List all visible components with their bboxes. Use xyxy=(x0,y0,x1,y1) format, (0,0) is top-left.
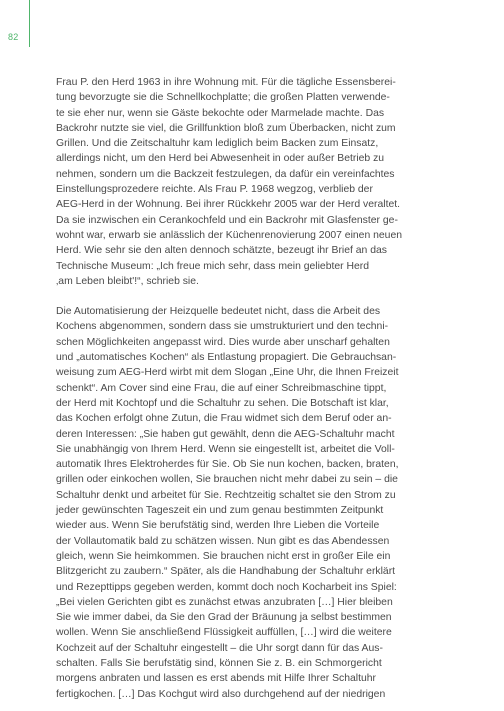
text-line: morgens anbraten und lassen es erst abends mit Hilfe Ihrer Schaltuhr xyxy=(56,673,376,685)
text-line: „Bei vielen Gerichten gibt es zunächst etwas anzubraten […] Hier bleiben xyxy=(56,596,393,608)
text-line: Technische Museum: „Ich freue mich sehr, dass mein geliebter Herd xyxy=(56,260,370,272)
text-line: ‚am Leben bleibt'!“, schrieb sie. xyxy=(56,275,199,287)
text-line: der Herd mit Kochtopf und die Schaltuhr zu sehen. Die Botschaft ist klar, xyxy=(56,397,389,409)
text-line: das Kochen erfolgt ohne Zutun, die Frau widmet sich dem Beruf oder an- xyxy=(56,413,392,425)
page-number: 82 xyxy=(8,32,19,42)
text-line: te sie eher nur, wenn sie Gäste bekochte oder Marmelade machte. Das xyxy=(56,107,385,119)
text-line: Blitzgericht zu zaubern.“ Später, als die Handhabung der Schaltuhr erklärt xyxy=(56,566,396,578)
text-line: Schaltuhr denkt und arbeitet für Sie. Rechtzeitig schaltet sie den Strom zu xyxy=(56,489,396,501)
text-line: Die Automatisierung der Heizquelle bedeutet nicht, dass die Arbeit des xyxy=(56,306,381,318)
text-line: wohnt war, erwarb sie anlässlich der Küchenrenovierung 2007 einen neuen xyxy=(56,229,403,241)
text-line: weisung zum AEG-Herd wirbt mit dem Slogan „Eine Uhr, die Ihnen Freizeit xyxy=(56,367,399,379)
text-line: Sie unabhängig von Ihrem Herd. Wenn sie eingestellt ist, arbeitet die Voll- xyxy=(56,443,395,455)
text-line: tung bevorzugte sie die Schnellkochplatte; die großen Platten verwende- xyxy=(56,92,390,104)
text-line: schen Möglichkeiten angepasst wird. Dies wurde aber unscharf gehalten xyxy=(56,336,390,348)
text-line: Backrohr nutzte sie viel, die Grillfunktion bloß zum Überbacken, nicht zum xyxy=(56,122,396,134)
text-line: Sie wie immer dabei, da Sie den Grad der Bräunung ja selbst bestimmen xyxy=(56,612,392,624)
text-line: fertigkochen. […] Das Kochgut wird also durchgehend auf der niedrigen xyxy=(56,688,386,700)
text-line: allerdings nicht, um den Herd bei Abwesenheit in oder außer Betrieb zu xyxy=(56,153,385,165)
text-line: deren Interessen: „Sie haben gut gewählt, denn die AEG-Schaltuhr macht xyxy=(56,428,395,440)
text-line: Einstellungsprozedere reichte. Als Frau P. 1968 wegzog, verblieb der xyxy=(56,184,373,196)
text-line: Kochzeit auf der Schaltuhr eingestellt – die Uhr sorgt dann für das Aus- xyxy=(56,642,383,654)
text-line: nehmen, sondern um die Backzeit festzulegen, da dafür ein vereinfachtes xyxy=(56,168,395,180)
text-line: gleich, wenn Sie heimkommen. Sie brauchen nicht erst in großer Eile ein xyxy=(56,550,391,562)
text-line: wollen. Wenn Sie anschließend Flüssigkeit auffüllen, […] wird die weitere xyxy=(56,627,392,639)
text-line: grillen oder einkochen wollen, Sie brauchen nicht mehr dabei zu sein – die xyxy=(56,474,398,486)
text-line: schenkt“. Am Cover sind eine Frau, die auf einer Schreibmaschine tippt, xyxy=(56,382,387,394)
text-line: und Rezepttipps gegeben werden, kommt doch noch Kocharbeit ins Spiel: xyxy=(56,581,397,593)
paragraph-2 xyxy=(56,304,476,702)
text-line: jeder gewünschten Tageszeit ein und zum genau bestimmten Zeitpunkt xyxy=(56,505,384,517)
text-line: Frau P. den Herd 1963 in ihre Wohnung mit. Für die tägliche Essensberei- xyxy=(56,77,396,88)
text-line: der Vollautomatik bald zu schätzen wissen. Nun gibt es das Abendessen xyxy=(56,535,390,547)
text-line: Da sie inzwischen ein Cerankochfeld und ein Backrohr mit Glasfenster ge- xyxy=(56,214,398,226)
paragraph-gap xyxy=(56,289,476,304)
paragraph-1 xyxy=(56,75,476,289)
text-line: schalten. Falls Sie berufstätig sind, können Sie z. B. ein Schmorgericht xyxy=(56,657,382,669)
body-text xyxy=(56,75,476,702)
text-line: Grillen. Und die Zeitschaltuhr kam lediglich beim Backen zum Einsatz, xyxy=(56,138,379,150)
text-line: automatik Ihres Elektroherdes für Sie. Ob Sie nun kochen, backen, braten, xyxy=(56,459,399,471)
text-line: wieder aus. Wenn Sie berufstätig sind, werden Ihre Lieben die Vorteile xyxy=(56,520,380,532)
text-line: Kochens abgenommen, sondern dass sie umstrukturiert und den techni- xyxy=(56,321,389,333)
text-line: AEG-Herd in der Wohnung. Bei ihrer Rückkehr 2005 war der Herd veraltet. xyxy=(56,199,401,211)
text-line: Herd. Wie sehr sie den alten dennoch schätzte, bezeugt ihr Brief an das xyxy=(56,245,387,257)
text-line: und „automatisches Kochen“ als Entlastung propagiert. Die Gebrauchsan- xyxy=(56,352,397,364)
page-margin-rule xyxy=(29,0,30,47)
